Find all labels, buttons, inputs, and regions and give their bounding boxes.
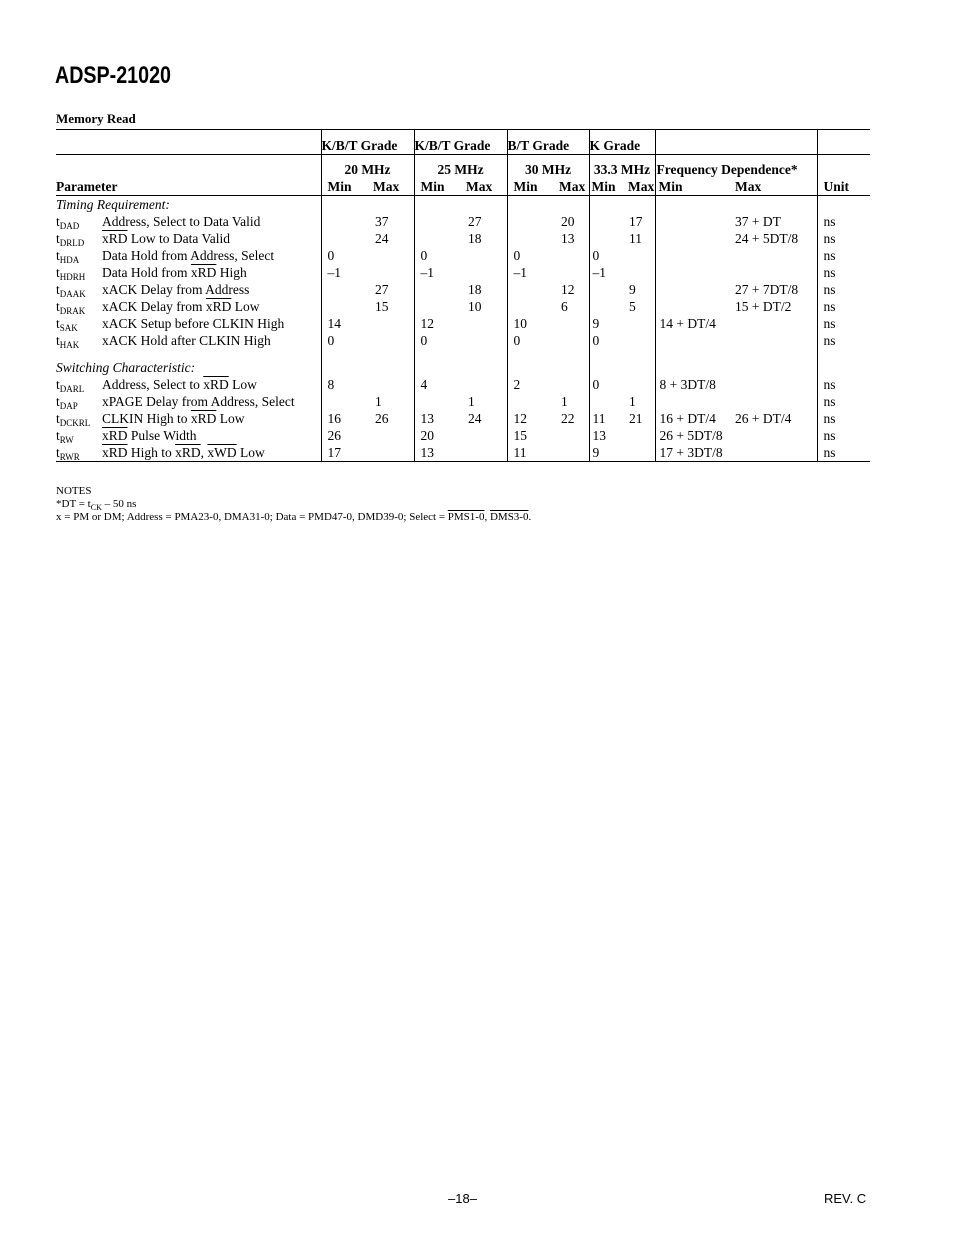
min-value: –1 [321, 264, 367, 281]
min-value: 0 [321, 332, 367, 349]
table-row [56, 332, 870, 349]
parameter-symbol: $t_{DRAK}$ [56, 299, 86, 316]
min-header: Min [321, 178, 367, 196]
table-row [56, 376, 870, 393]
max-value [553, 427, 589, 444]
timing-requirements [56, 196, 870, 350]
parameter-description: $\overline{xRD}$ Low to Data Valid [102, 231, 230, 246]
min-value [655, 393, 735, 410]
max-value [735, 427, 817, 444]
min-value: 13 [589, 427, 626, 444]
parameter-description: Address, Select to $\overline{xRD}$ Low [102, 377, 257, 392]
parameter-description: Data Hold from $\overline{xRD}$ High [102, 265, 247, 280]
max-value: 24 + 5DT/8 [735, 231, 799, 246]
notes [56, 485, 531, 524]
unit-value: ns [817, 332, 870, 349]
unit-value: ns [817, 247, 870, 264]
min-value [414, 213, 460, 230]
min-value: 15 [507, 427, 553, 444]
table-row [56, 393, 870, 410]
min-value [507, 298, 553, 315]
parameter-header: Parameter [56, 178, 321, 196]
max-value [460, 376, 507, 393]
timing-requirement-label: Timing Requirement: [56, 197, 170, 212]
min-value: –1 [414, 264, 460, 281]
min-value: 12 [507, 410, 553, 427]
max-value: 5 [629, 299, 636, 314]
max-value: 15 + DT/2 [735, 299, 792, 314]
min-value [321, 213, 367, 230]
min-value [321, 393, 367, 410]
max-value: 18 [468, 231, 482, 246]
min-value [589, 298, 626, 315]
max-value: 27 [468, 214, 482, 229]
table-row [56, 444, 870, 462]
min-value [589, 281, 626, 298]
max-value: 37 [375, 214, 389, 229]
min-value [414, 298, 460, 315]
notes-heading: NOTES [56, 485, 92, 497]
min-value [655, 332, 735, 349]
min-value: 0 [507, 247, 553, 264]
max-value: 20 [561, 214, 575, 229]
table-row [56, 410, 870, 427]
parameter-description: Data Hold from Address, Select [102, 248, 275, 263]
parameter-description: xACK Hold after CLKIN High [102, 333, 271, 348]
table-row [56, 427, 870, 444]
freq-header: 25 MHz [414, 155, 507, 179]
switching-characteristics [56, 349, 870, 462]
unit-value: ns [817, 427, 870, 444]
revision-label: REV. C [824, 1191, 867, 1206]
max-value [553, 376, 589, 393]
min-value: –1 [589, 264, 626, 281]
max-value [626, 444, 655, 462]
max-value [735, 247, 817, 264]
min-value [655, 230, 735, 247]
max-value [553, 247, 589, 264]
min-value: 14 + DT/4 [655, 315, 735, 332]
min-value: 2 [507, 376, 553, 393]
min-value: 0 [414, 332, 460, 349]
parameter-symbol: $t_{RW}$ [56, 428, 74, 445]
max-value [367, 376, 414, 393]
unit-value: ns [817, 213, 870, 230]
switching-characteristic-label: Switching Characteristic: [56, 360, 196, 375]
grade-header: K Grade [589, 130, 655, 155]
min-value [507, 281, 553, 298]
parameter-description: CLKIN High to $\overline{xRD}$ Low [102, 411, 245, 426]
unit-value: ns [817, 315, 870, 332]
minmax-header-row [56, 178, 870, 196]
parameter-description: $\overline{xRD}$ Pulse Width [102, 428, 197, 443]
min-value: 20 [414, 427, 460, 444]
max-value [460, 247, 507, 264]
min-value: 9 [589, 444, 626, 462]
document-title: ADSP-21020 [55, 62, 171, 89]
max-value: 18 [468, 282, 482, 297]
min-value: 26 [321, 427, 367, 444]
min-value: 8 + 3DT/8 [655, 376, 735, 393]
table-row [56, 247, 870, 264]
max-header: Max [628, 179, 655, 194]
min-value [589, 230, 626, 247]
max-value: 24 [375, 231, 389, 246]
max-header: Max [553, 178, 589, 196]
max-value [553, 444, 589, 462]
grade-header: B/T Grade [507, 130, 589, 155]
unit-value: ns [817, 393, 870, 410]
min-value: 0 [414, 247, 460, 264]
table-row [56, 298, 870, 315]
max-value: 11 [629, 231, 643, 246]
note-signals: x = PM or DM; Address = PMA23-0, DMA31-0; Data = PMD47-0, DMD39-0; Select = PMS1-0, DMS3-0. [56, 511, 532, 523]
max-value [460, 264, 507, 281]
parameter-symbol: $t_{DARL}$ [56, 377, 85, 394]
max-value [626, 247, 655, 264]
parameter-symbol: $t_{DCKRL}$ [56, 411, 91, 428]
parameter-description: Address, Select to Data Valid [102, 214, 261, 229]
max-value: 1 [561, 394, 568, 409]
max-value: 17 [629, 214, 643, 229]
section-title: Memory Read [56, 111, 136, 126]
min-value: 8 [321, 376, 367, 393]
parameter-description: xACK Setup before CLKIN High [102, 316, 285, 331]
max-value [367, 264, 414, 281]
parameter-symbol: $t_{DRLD}$ [56, 231, 85, 248]
min-value: 13 [414, 410, 460, 427]
min-value [655, 264, 735, 281]
parameter-symbol: $t_{HDRH}$ [56, 265, 86, 282]
note-dt: $*DT = t_{CK} - 50$ ns [56, 498, 137, 512]
min-value [414, 281, 460, 298]
max-value [367, 315, 414, 332]
max-value [367, 427, 414, 444]
max-value: 27 [375, 282, 389, 297]
max-value [460, 444, 507, 462]
min-value [589, 213, 626, 230]
min-value [507, 213, 553, 230]
parameter-symbol: $t_{SAK}$ [56, 316, 78, 333]
unit-value: ns [817, 264, 870, 281]
max-header: Max [367, 178, 414, 196]
max-value: 24 [468, 411, 482, 426]
unit-value: ns [817, 376, 870, 393]
min-value [321, 230, 367, 247]
min-value [321, 298, 367, 315]
memory-read-table [56, 129, 870, 462]
max-value: 22 [561, 411, 575, 426]
min-value: 26 + 5DT/8 [655, 427, 735, 444]
grade-header: K/B/T Grade [321, 130, 414, 155]
max-value [367, 332, 414, 349]
page-number: –18– [448, 1191, 477, 1206]
unit-value: ns [817, 444, 870, 462]
min-value [655, 247, 735, 264]
max-header: Max [460, 178, 507, 196]
min-value: 17 + 3DT/8 [655, 444, 735, 462]
grade-header: K/B/T Grade [414, 130, 507, 155]
table-row [56, 315, 870, 332]
max-value: 6 [561, 299, 568, 314]
parameter-symbol: $t_{DAAK}$ [56, 282, 86, 299]
min-value: 0 [321, 247, 367, 264]
table-row [56, 264, 870, 281]
min-value [321, 281, 367, 298]
min-value: 9 [589, 315, 626, 332]
max-value [735, 376, 817, 393]
unit-value: ns [817, 230, 870, 247]
max-value: 1 [468, 394, 475, 409]
max-value: 26 [375, 411, 389, 426]
min-header: Min [589, 178, 626, 196]
freq-dependence-header: Frequency Dependence* [655, 155, 817, 179]
max-value [626, 264, 655, 281]
max-value [460, 315, 507, 332]
parameter-symbol: $t_{DAD}$ [56, 214, 80, 231]
max-value [626, 427, 655, 444]
min-value: 0 [589, 332, 626, 349]
min-value [655, 298, 735, 315]
min-value: 11 [589, 410, 626, 427]
max-value: 13 [561, 231, 575, 246]
max-value [367, 444, 414, 462]
freq-header: 20 MHz [321, 155, 414, 179]
min-header: Min [414, 178, 460, 196]
min-value: 11 [507, 444, 553, 462]
parameter-description: xPAGE Delay from Address, Select [102, 394, 295, 409]
max-value: 1 [629, 394, 636, 409]
freq-header-row [56, 155, 870, 179]
table-row [56, 230, 870, 247]
max-value [460, 427, 507, 444]
min-value: 4 [414, 376, 460, 393]
min-value [507, 393, 553, 410]
max-value: 15 [375, 299, 389, 314]
max-value: 26 + DT/4 [735, 411, 792, 426]
min-value: 14 [321, 315, 367, 332]
grade-header-row [56, 130, 870, 155]
min-header: Min [507, 178, 553, 196]
parameter-symbol: $t_{HAK}$ [56, 333, 80, 350]
max-value: 9 [629, 282, 636, 297]
max-value: 21 [629, 411, 643, 426]
min-value: 13 [414, 444, 460, 462]
parameter-description: xACK Delay from $\overline{xRD}$ Low [102, 299, 260, 314]
min-value: 0 [589, 247, 626, 264]
max-value [735, 264, 817, 281]
max-value [460, 332, 507, 349]
min-value: 16 + DT/4 [655, 410, 735, 427]
max-value [735, 393, 817, 410]
min-value: 0 [589, 376, 626, 393]
min-value [589, 393, 626, 410]
min-value: 12 [414, 315, 460, 332]
parameter-symbol: $t_{HDA}$ [56, 248, 80, 265]
max-value [553, 315, 589, 332]
max-value [367, 247, 414, 264]
min-value [414, 230, 460, 247]
min-value: 10 [507, 315, 553, 332]
max-value [626, 376, 655, 393]
min-value: 16 [321, 410, 367, 427]
min-value [655, 281, 735, 298]
parameter-description: xACK Delay from Address [102, 282, 250, 297]
max-value [553, 264, 589, 281]
unit-value: ns [817, 281, 870, 298]
max-value [735, 444, 817, 462]
max-value [626, 315, 655, 332]
max-value: 12 [561, 282, 575, 297]
max-value [735, 315, 817, 332]
max-header: Max [735, 178, 817, 196]
min-value [507, 230, 553, 247]
max-value: 37 + DT [735, 214, 781, 229]
freq-header: 33.3 MHz [589, 155, 655, 179]
unit-value: ns [817, 410, 870, 427]
max-value: 1 [375, 394, 382, 409]
min-header: Min [655, 178, 735, 196]
max-value: 10 [468, 299, 482, 314]
min-value [414, 393, 460, 410]
parameter-symbol: $t_{DAP}$ [56, 394, 78, 411]
parameter-description: $\overline{xRD}$ High to $\overline{xRD}$, $\overline{xWD}$ Low [102, 444, 321, 462]
min-value: 17 [321, 444, 367, 462]
max-value [735, 332, 817, 349]
table-row [56, 213, 870, 230]
unit-header: Unit [817, 178, 870, 196]
max-value [553, 332, 589, 349]
min-value: –1 [507, 264, 553, 281]
max-value: 27 + 7DT/8 [735, 282, 799, 297]
unit-value: ns [817, 298, 870, 315]
min-value: 0 [507, 332, 553, 349]
min-value [655, 213, 735, 230]
parameter-symbol: $t_{RWR}$ [56, 444, 102, 462]
max-value [626, 332, 655, 349]
table-row [56, 281, 870, 298]
freq-header: 30 MHz [507, 155, 589, 179]
